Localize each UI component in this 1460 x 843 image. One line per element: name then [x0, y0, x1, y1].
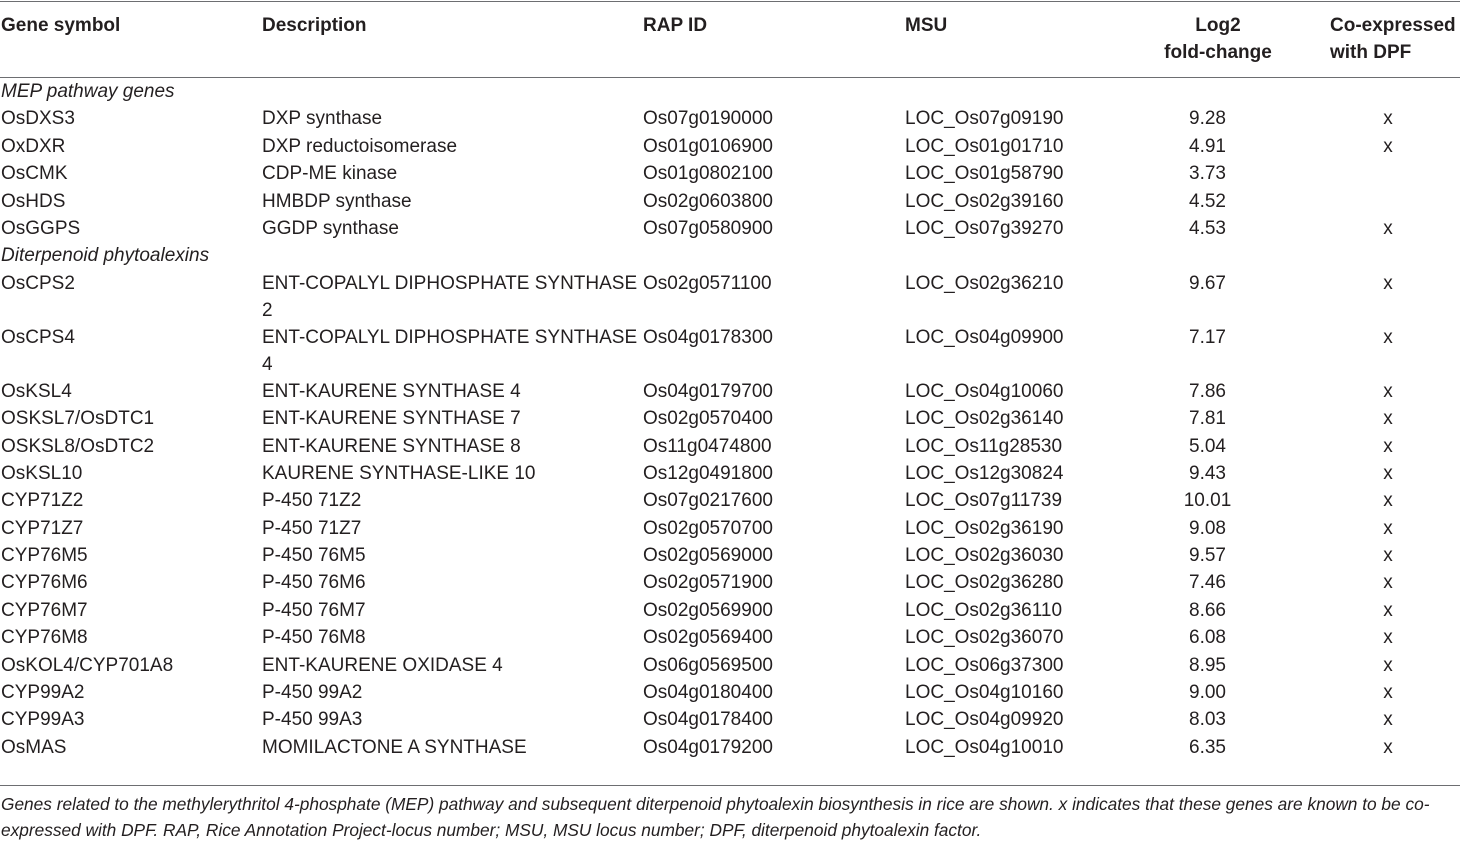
cell-description: P-450 76M6 [262, 572, 366, 594]
cell-msu: LOC_Os07g09190 [905, 108, 1064, 130]
cell-rap-id: Os02g0569400 [643, 627, 773, 649]
cell-msu: LOC_Os06g37300 [905, 654, 1064, 676]
table-row [0, 706, 1460, 733]
cell-rap-id: Os07g0580900 [643, 217, 773, 239]
cell-description: P-450 99A2 [262, 682, 363, 704]
cell-log2-fold-change: 4.52 [1189, 190, 1226, 212]
cell-description: ENT-KAURENE SYNTHASE 8 [262, 435, 521, 457]
cell-description: P-450 76M8 [262, 627, 366, 649]
cell-gene-symbol: CYP99A3 [1, 709, 85, 731]
cell-msu: LOC_Os07g39270 [905, 217, 1064, 239]
cell-rap-id: Os12g0491800 [643, 462, 773, 484]
cell-rap-id: Os02g0569000 [643, 545, 773, 567]
cell-rap-id: Os11g0474800 [643, 435, 772, 457]
cell-log2-fold-change: 7.17 [1189, 326, 1226, 348]
table-row [0, 734, 1460, 761]
cell-co-expressed: x [1383, 217, 1393, 239]
cell-msu: LOC_Os04g09920 [905, 709, 1064, 731]
cell-log2-fold-change: 7.86 [1189, 380, 1226, 402]
bottom-rule [0, 785, 1460, 786]
cell-gene-symbol: CYP71Z2 [1, 490, 84, 512]
cell-gene-symbol: OsCPS4 [1, 326, 75, 348]
cell-rap-id: Os04g0178300 [643, 326, 773, 348]
cell-description: KAURENE SYNTHASE-LIKE 10 [262, 462, 536, 484]
table-caption: Genes related to the methylerythritol 4-phosphate (MEP) pathway and subsequent diterpenoid phytoalexin biosynthesis in rice are shown. x indicates that these genes are known to be co-expressed with DPF. RAP, Rice Annotation Project-locus number; MSU, MSU locus number; DPF, diterpenoid phytoalexin factor. [1, 794, 1430, 840]
cell-co-expressed: x [1383, 517, 1393, 539]
cell-co-expressed [1316, 188, 1460, 215]
cell-msu: LOC_Os12g30824 [905, 462, 1064, 484]
section-label-mep: MEP pathway genes [1, 81, 175, 102]
cell-log2-fold-change: 9.08 [1189, 517, 1226, 539]
cell-co-expressed: x [1383, 108, 1393, 130]
header-coexp-line1: Co-expressed [1330, 15, 1456, 36]
cell-co-expressed: x [1383, 545, 1393, 567]
cell-msu: LOC_Os11g28530 [905, 435, 1063, 457]
cell-log2-fold-change: 5.04 [1189, 435, 1226, 457]
header-log2-fold-change [1130, 0, 1316, 66]
cell-rap-id: Os06g0569500 [643, 654, 773, 676]
cell-gene-symbol: CYP76M6 [1, 572, 88, 594]
cell-log2-fold-change: 9.67 [1189, 272, 1226, 294]
cell-msu: LOC_Os02g36110 [905, 599, 1063, 621]
header-spacer [0, 66, 1460, 78]
cell-log2-fold-change: 8.66 [1189, 599, 1226, 621]
cell-log2-fold-change: 9.00 [1189, 682, 1226, 704]
cell-gene-symbol: OsKSL4 [1, 380, 72, 402]
cell-co-expressed: x [1383, 435, 1393, 457]
cell-gene-symbol: OsKSL10 [1, 462, 83, 484]
cell-co-expressed: x [1383, 272, 1393, 294]
cell-log2-fold-change: 3.73 [1189, 163, 1226, 185]
cell-description: ENT-KAURENE OXIDASE 4 [262, 654, 503, 676]
cell-gene-symbol: OsCPS2 [1, 272, 75, 294]
table-row [0, 652, 1460, 679]
cell-log2-fold-change: 9.43 [1189, 462, 1226, 484]
cell-log2-fold-change: 4.91 [1189, 135, 1226, 157]
cell-description: P-450 71Z7 [262, 517, 362, 539]
cell-rap-id: Os02g0569900 [643, 599, 773, 621]
cell-rap-id: Os02g0603800 [643, 190, 773, 212]
table-row [0, 542, 1460, 569]
table-row [0, 133, 1460, 160]
cell-co-expressed: x [1383, 408, 1393, 430]
table-row [0, 433, 1460, 460]
cell-gene-symbol: OsHDS [1, 190, 66, 212]
cell-co-expressed: x [1383, 490, 1393, 512]
cell-co-expressed: x [1383, 627, 1393, 649]
cell-gene-symbol: OsGGPS [1, 217, 81, 239]
cell-rap-id: Os01g0802100 [643, 163, 773, 185]
cell-log2-fold-change: 7.46 [1189, 572, 1226, 594]
cell-gene-symbol: CYP71Z7 [1, 517, 84, 539]
cell-msu: LOC_Os02g36280 [905, 572, 1064, 594]
cell-msu: LOC_Os02g36210 [905, 272, 1064, 294]
cell-gene-symbol: OSKSL8/OsDTC2 [1, 435, 155, 457]
cell-rap-id: Os04g0180400 [643, 682, 773, 704]
cell-co-expressed: x [1383, 736, 1393, 758]
cell-co-expressed: x [1383, 462, 1393, 484]
cell-log2-fold-change: 7.81 [1189, 408, 1226, 430]
cell-msu: LOC_Os02g36190 [905, 517, 1064, 539]
section-row-mep [0, 78, 1460, 105]
cell-gene-symbol: CYP99A2 [1, 682, 85, 704]
table-header [0, 0, 1460, 66]
cell-description: GGDP synthase [262, 217, 399, 239]
cell-description: MOMILACTONE A SYNTHASE [262, 736, 527, 758]
cell-log2-fold-change: 6.35 [1189, 736, 1226, 758]
cell-description: P-450 76M5 [262, 545, 366, 567]
header-rap-id: RAP ID [643, 15, 708, 36]
cell-gene-symbol: OsDXS3 [1, 108, 75, 130]
cell-msu: LOC_Os02g39160 [905, 190, 1064, 212]
cell-gene-symbol: OsCMK [1, 163, 68, 185]
cell-gene-symbol: OsMAS [1, 736, 67, 758]
table-body [0, 66, 1460, 761]
cell-description: ENT-COPALYL DIPHOSPHATE SYNTHASE 2 [262, 272, 638, 321]
cell-co-expressed: x [1383, 135, 1393, 157]
header-description: Description [262, 15, 367, 36]
cell-log2-fold-change: 9.57 [1189, 545, 1226, 567]
table-row [0, 378, 1460, 405]
cell-gene-symbol: CYP76M8 [1, 627, 88, 649]
header-log2-line1: Log2 [1195, 15, 1241, 36]
header-msu: MSU [905, 15, 948, 36]
cell-rap-id: Os04g0179200 [643, 736, 773, 758]
table-row [0, 487, 1460, 514]
cell-rap-id: Os07g0190000 [643, 108, 773, 130]
header-gene-symbol: Gene symbol [1, 15, 121, 36]
section-row-diterpenoid [0, 242, 1460, 269]
cell-log2-fold-change: 8.03 [1189, 709, 1226, 731]
table-row [0, 679, 1460, 706]
cell-msu: LOC_Os04g10060 [905, 380, 1064, 402]
cell-description: P-450 76M7 [262, 599, 366, 621]
header-log2-line2: fold-change [1164, 42, 1272, 63]
cell-msu: LOC_Os02g36070 [905, 627, 1064, 649]
cell-log2-fold-change: 6.08 [1189, 627, 1226, 649]
table-row [0, 188, 1460, 215]
cell-co-expressed: x [1383, 572, 1393, 594]
cell-log2-fold-change: 9.28 [1189, 108, 1226, 130]
cell-description: HMBDP synthase [262, 190, 412, 212]
cell-rap-id: Os04g0178400 [643, 709, 773, 731]
cell-co-expressed [1316, 160, 1460, 187]
cell-description: P-450 71Z2 [262, 490, 362, 512]
cell-description: DXP synthase [262, 108, 383, 130]
table-row [0, 460, 1460, 487]
cell-msu: LOC_Os01g58790 [905, 163, 1064, 185]
table-row [0, 105, 1460, 132]
cell-co-expressed: x [1383, 709, 1393, 731]
cell-msu: LOC_Os02g36030 [905, 545, 1064, 567]
header-coexp-line2: with DPF [1330, 42, 1412, 63]
cell-rap-id: Os01g0106900 [643, 135, 773, 157]
table-row [0, 569, 1460, 596]
cell-gene-symbol: CYP76M7 [1, 599, 88, 621]
table-row [0, 624, 1460, 651]
cell-log2-fold-change: 10.01 [1183, 490, 1232, 512]
cell-rap-id: Os02g0570700 [643, 517, 773, 539]
cell-co-expressed: x [1383, 654, 1393, 676]
table-row [0, 215, 1460, 242]
cell-description: DXP reductoisomerase [262, 135, 458, 157]
header-co-expressed [1316, 0, 1460, 66]
cell-log2-fold-change: 4.53 [1189, 217, 1226, 239]
cell-description: ENT-KAURENE SYNTHASE 7 [262, 408, 521, 430]
cell-co-expressed: x [1383, 380, 1393, 402]
cell-co-expressed: x [1383, 599, 1393, 621]
table-row [0, 597, 1460, 624]
cell-rap-id: Os07g0217600 [643, 490, 773, 512]
table-row [0, 270, 1460, 324]
cell-gene-symbol: OxDXR [1, 135, 66, 157]
cell-rap-id: Os02g0570400 [643, 408, 773, 430]
cell-msu: LOC_Os07g11739 [905, 490, 1063, 512]
cell-msu: LOC_Os04g10160 [905, 682, 1064, 704]
cell-gene-symbol: CYP76M5 [1, 545, 88, 567]
table-row [0, 405, 1460, 432]
cell-gene-symbol: OsKOL4/CYP701A8 [1, 654, 174, 676]
cell-description: CDP-ME kinase [262, 163, 398, 185]
cell-co-expressed: x [1383, 682, 1393, 704]
cell-description: P-450 99A3 [262, 709, 363, 731]
table-row [0, 160, 1460, 187]
cell-msu: LOC_Os01g01710 [905, 135, 1064, 157]
cell-msu: LOC_Os04g10010 [905, 736, 1064, 758]
cell-description: ENT-KAURENE SYNTHASE 4 [262, 380, 521, 402]
section-label-diterpenoid: Diterpenoid phytoalexins [1, 245, 210, 267]
table-row [0, 515, 1460, 542]
cell-rap-id: Os02g0571900 [643, 572, 773, 594]
cell-msu: LOC_Os04g09900 [905, 326, 1064, 348]
cell-log2-fold-change: 8.95 [1189, 654, 1226, 676]
cell-rap-id: Os02g0571100 [643, 272, 772, 294]
cell-rap-id: Os04g0179700 [643, 380, 773, 402]
cell-gene-symbol: OSKSL7/OsDTC1 [1, 408, 155, 430]
table-row [0, 324, 1460, 378]
cell-msu: LOC_Os02g36140 [905, 408, 1064, 430]
cell-description: ENT-COPALYL DIPHOSPHATE SYNTHASE 4 [262, 326, 638, 375]
cell-co-expressed: x [1383, 326, 1393, 348]
